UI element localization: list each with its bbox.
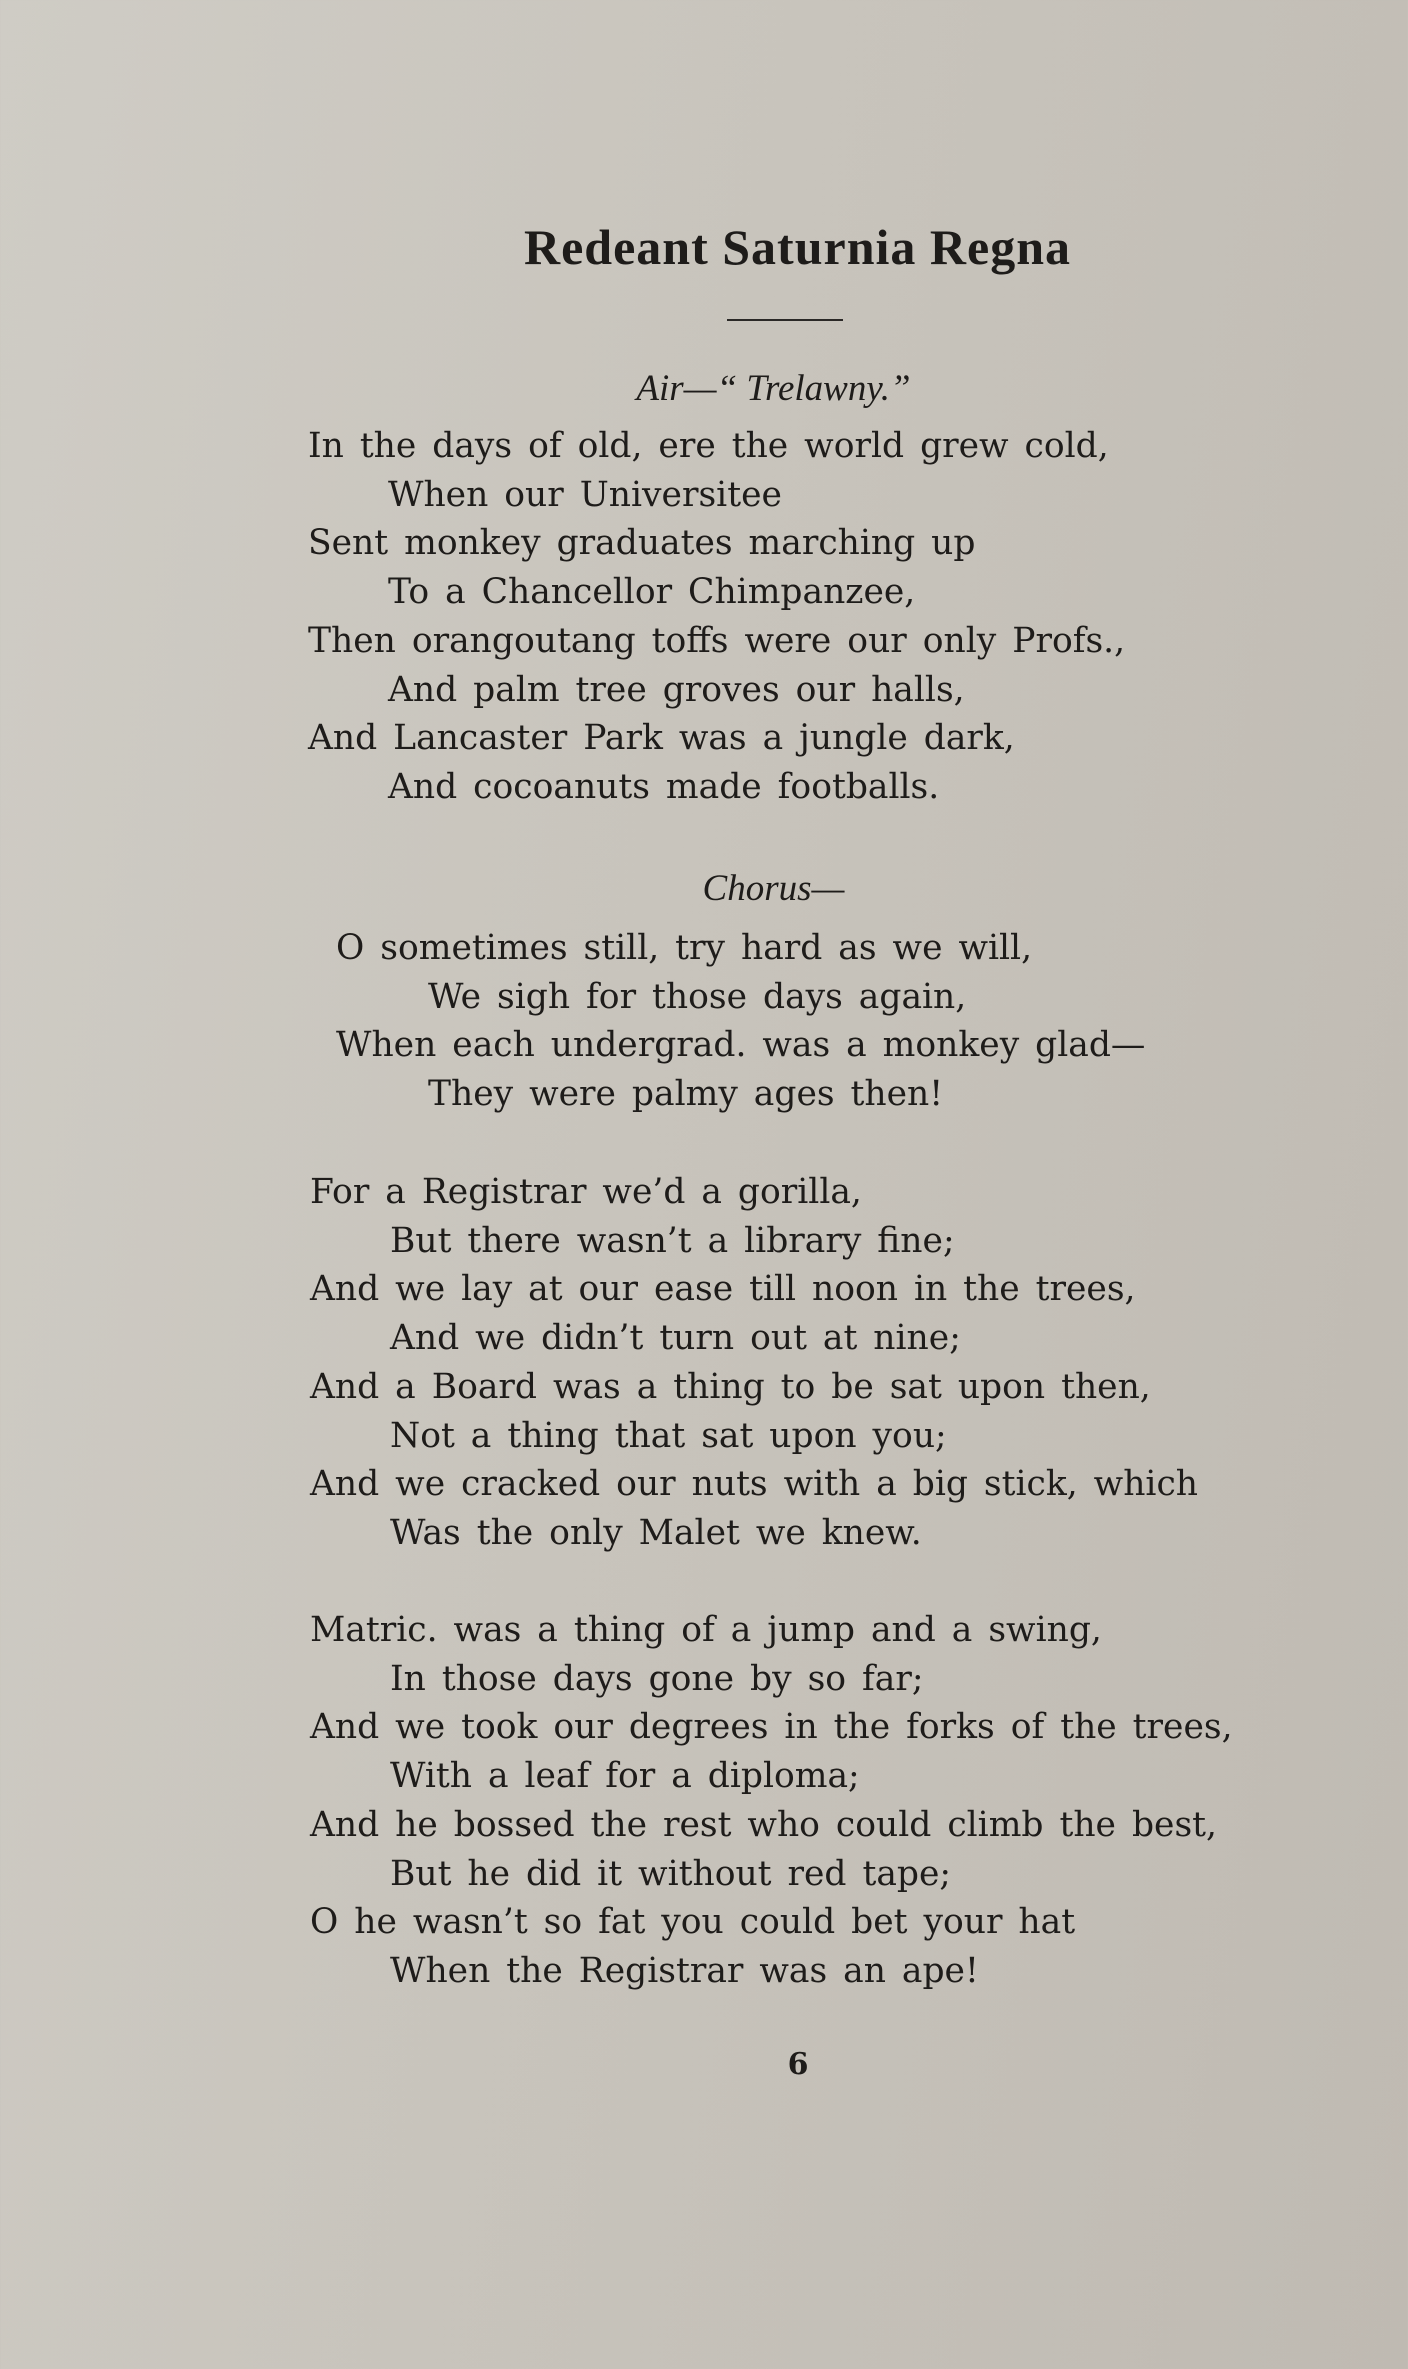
title-divider <box>727 319 843 321</box>
air-note: Air—“ Trelawny.” <box>636 368 911 409</box>
verse-line: And he bossed the rest who could climb the best, <box>310 1804 1217 1845</box>
chorus-line: We sigh for those days again, <box>428 976 967 1017</box>
page-number: 6 <box>787 2047 809 2082</box>
verse-line: O he wasn’t so fat you could bet your hat <box>310 1902 1076 1943</box>
verse-line: When our Universitee <box>388 474 782 515</box>
verse-line: Then orangoutang toffs were our only Profs., <box>308 620 1126 661</box>
verse-line: And Lancaster Park was a jungle dark, <box>308 718 1015 759</box>
stanza-3 <box>310 1606 1233 1996</box>
verse-line: And we lay at our ease till noon in the trees, <box>310 1269 1136 1310</box>
verse-line: For a Registrar we’d a gorilla, <box>310 1172 862 1212</box>
verse-line: And a Board was a thing to be sat upon then, <box>310 1366 1151 1407</box>
chorus-line: They were palmy ages then! <box>428 1074 944 1115</box>
stanza-2 <box>310 1168 1198 1558</box>
verse-line: But there wasn’t a library fine; <box>390 1220 955 1261</box>
verse-line: In the days of old, ere the world grew cold, <box>308 426 1109 466</box>
verse-line: Not a thing that sat upon you; <box>390 1415 947 1456</box>
verse-line: And palm tree groves our halls, <box>388 669 965 710</box>
chorus-line: O sometimes still, try hard as we will, <box>336 928 1033 968</box>
verse-line: When the Registrar was an ape! <box>390 1950 979 1991</box>
chorus-line: When each undergrad. was a monkey glad— <box>336 1025 1146 1066</box>
poem-title: Redeant Saturnia Regna <box>523 219 1072 275</box>
verse-line: And we took our degrees in the forks of the trees, <box>310 1707 1233 1748</box>
verse-line: And cocoanuts made footballs. <box>388 766 940 807</box>
verse-line: Matric. was a thing of a jump and a swing, <box>310 1610 1102 1650</box>
verse-line: In those days gone by so far; <box>390 1658 924 1699</box>
verse-line: To a Chancellor Chimpanzee, <box>388 572 916 613</box>
stanza-1 <box>308 422 1125 812</box>
chorus-label: Chorus— <box>702 868 845 909</box>
verse-line: Was the only Malet we knew. <box>390 1512 922 1553</box>
verse-line: And we didn’t turn out at nine; <box>390 1318 961 1359</box>
verse-line: With a leaf for a diploma; <box>390 1756 860 1797</box>
verse-line: Sent monkey graduates marching up <box>308 523 976 564</box>
verse-line: And we cracked our nuts with a big stick, which <box>310 1464 1199 1505</box>
chorus-stanza <box>336 924 1145 1119</box>
verse-line: But he did it without red tape; <box>390 1853 952 1894</box>
